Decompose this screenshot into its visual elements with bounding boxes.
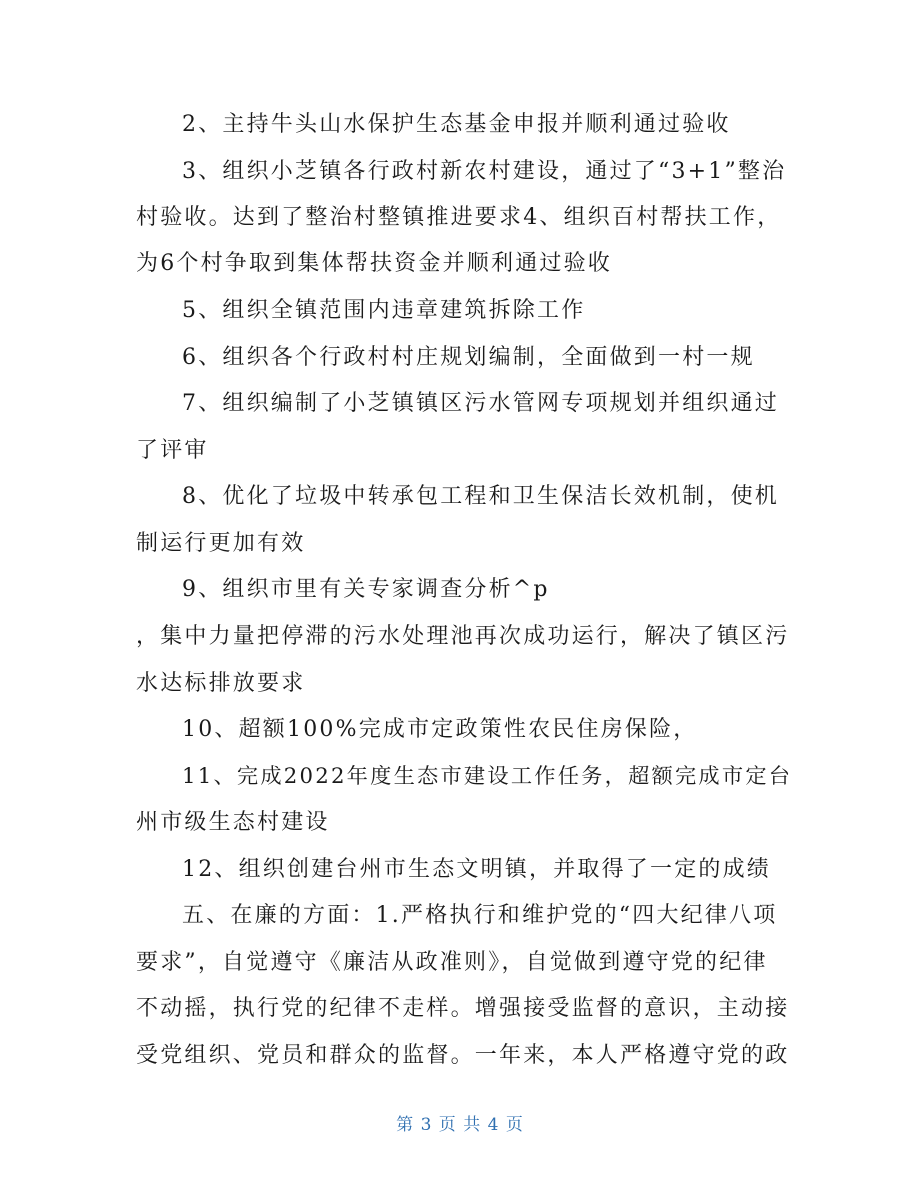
text-line: 了评审 (136, 438, 209, 463)
text-line: 水达标排放要求 (136, 671, 306, 696)
text-line: 为6个村争取到集体帮扶资金并顺利通过验收 (136, 251, 612, 276)
text-line: 2、主持牛头山水保护生态基金申报并顺利通过验收 (182, 112, 731, 137)
text-line: 11、完成2022年度生态市建设工作任务，超额完成市定台 (182, 764, 793, 789)
page-number-footer: 第 3 页 共 4 页 (396, 1115, 524, 1135)
text-line: 要求”，自觉遵守《廉洁从政准则》，自觉做到遵守党的纪律 (136, 950, 768, 975)
text-line: 6、组织各个行政村村庄规划编制，全面做到一村一规 (182, 345, 755, 370)
text-line: 制运行更加有效 (136, 531, 306, 556)
text-line: 12、组织创建台州市生态文明镇，并取得了一定的成绩 (182, 857, 771, 882)
text-line: ，集中力量把停滞的污水处理池再次成功运行，解决了镇区污 (136, 624, 790, 649)
text-line: 五、在廉的方面：1.严格执行和维护党的“四大纪律八项 (182, 903, 778, 928)
text-line: 3、组织小芝镇各行政村新农村建设，通过了“3+1”整治 (182, 159, 787, 184)
text-line: 9、组织市里有关专家调查分析^p (182, 577, 550, 602)
text-line: 不动摇，执行党的纪律不走样。增强接受监督的意识，主动接 (136, 996, 790, 1021)
text-line: 受党组织、党员和群众的监督。一年来，本人严格遵守党的政 (136, 1043, 790, 1068)
text-line: 5、组织全镇范围内违章建筑拆除工作 (182, 298, 586, 323)
text-line: 7、组织编制了小芝镇镇区污水管网专项规划并组织通过 (182, 391, 779, 416)
text-line: 州市级生态村建设 (136, 810, 330, 835)
text-line: 10、超额100%完成市定政策性农民住房保险， (182, 717, 698, 742)
text-line: 8、优化了垃圾中转承包工程和卫生保洁长效机制，使机 (182, 484, 779, 509)
text-line: 村验收。达到了整治村整镇推进要求4、组织百村帮扶工作， (136, 205, 782, 230)
